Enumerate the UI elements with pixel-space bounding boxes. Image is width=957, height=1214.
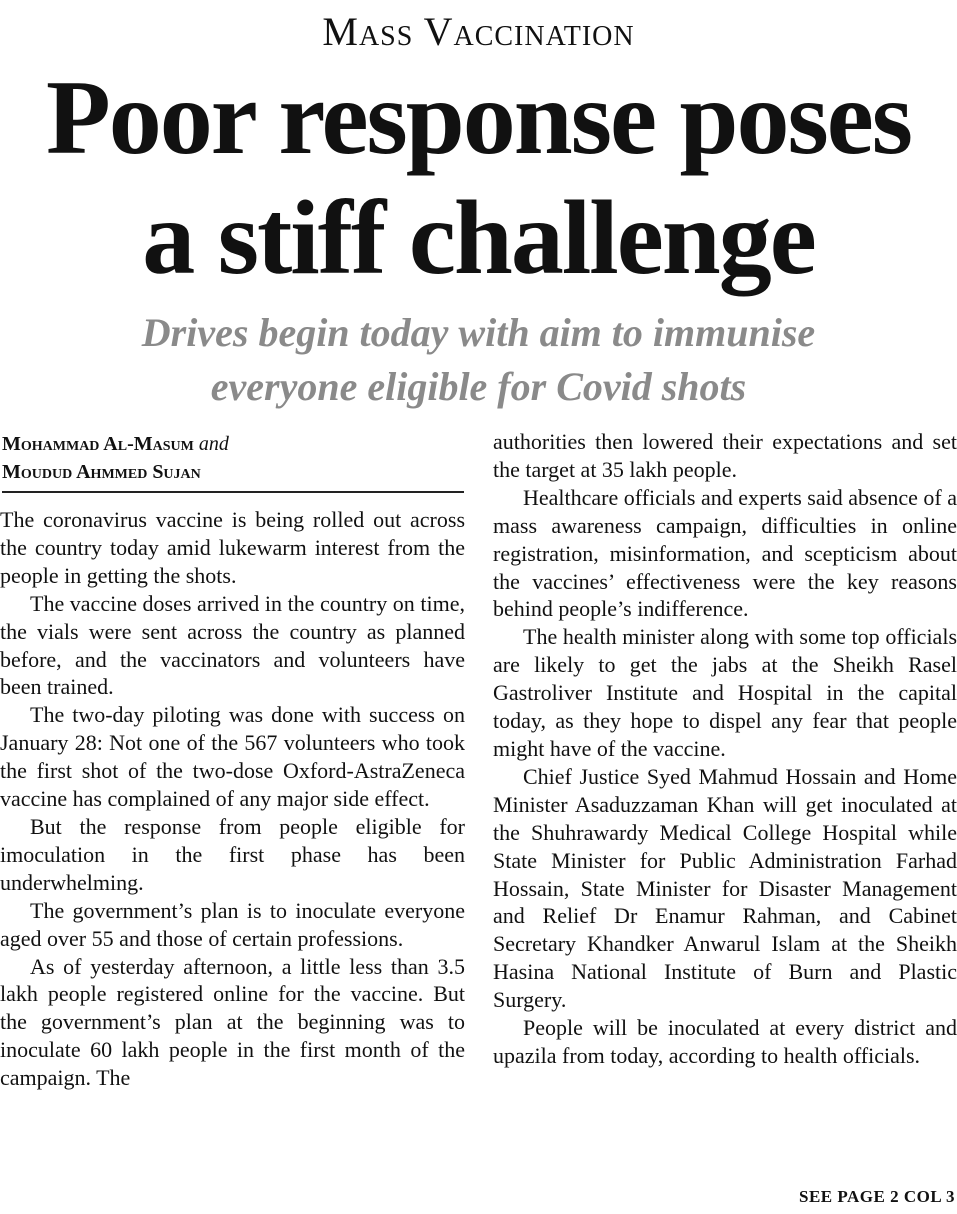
paragraph: The health minister along with some top officials are likely to get the jabs at the Sheikh Rasel Gastroliver Institute and Hospital in the capital today, as they hope to dispel any fear that people might have of the vaccine. [493,624,957,761]
paragraph: As of yesterday afternoon, a little less than 3.5 lakh people registered online for the vaccine. But the government’s plan at the beginning was to inoculate 60 lakh people in the first month of the campaign. The [0,953,465,1091]
paragraph: People will be inoculated at every district and upazila from today, according to health officials. [493,1015,957,1068]
headline-line-1: Poor response poses [45,59,912,176]
paragraph: The vaccine doses arrived in the country on time, the vials were sent across the country as planned before, and the vaccinators and volunteers have been trained. [0,590,465,700]
headline-line-2: a stiff challenge [142,179,815,296]
subheadline [0,306,957,414]
paragraph: Chief Justice Syed Mahmud Hossain and Home Minister Asaduzzaman Khan will get inoculated at the Shuhrawardy Medical College Hospital while State Minister for Public Administration Farhad Hossain, State Minister for Disaster Management and Relief Dr Enamur Rahman, and Cabinet Secretary Khandker Anwarul Islam at the Sheikh Hasina National Institute of Burn and Plastic Surgery. [493,763,957,1013]
byline-conjunction: and [198,433,229,455]
byline-author-1: Mohammad Al-Masum [2,433,194,455]
byline-author-2: Moudud Ahmmed Sujan [2,461,201,483]
article-column-right [493,428,957,1070]
paragraph: Healthcare officials and experts said absence of a mass awareness campaign, difficulties in online registration, misinformation, and scepticism about the vaccines’ effectiveness were the key reasons behind people’s indifference. [493,484,957,622]
subheadline-line-2: everyone eligible for Covid shots [210,364,747,409]
paragraph: The government’s plan is to inoculate everyone aged over 55 and those of certain professions. [0,897,465,951]
continuation-jump: SEE PAGE 2 COL 3 [799,1187,955,1206]
paragraph: But the response from people eligible for imoculation in the first phase has been underwhelming. [0,813,465,895]
section-kicker: Mass Vaccination [322,9,635,54]
byline [2,430,464,486]
headline [0,58,957,298]
paragraph: authorities then lowered their expectations and set the target at 35 lakh people. [493,429,957,482]
subheadline-line-1: Drives begin today with aim to immunise [141,310,816,355]
byline-divider [2,491,464,493]
paragraph: The coronavirus vaccine is being rolled out across the country today amid lukewarm interest from the people in getting the shots. [0,507,465,588]
article-column-left [0,506,465,1092]
paragraph: The two-day piloting was done with success on January 28: Not one of the 567 volunteers who took the first shot of the two-dose Oxford-AstraZeneca vaccine has complained of any major side effect. [0,702,465,812]
